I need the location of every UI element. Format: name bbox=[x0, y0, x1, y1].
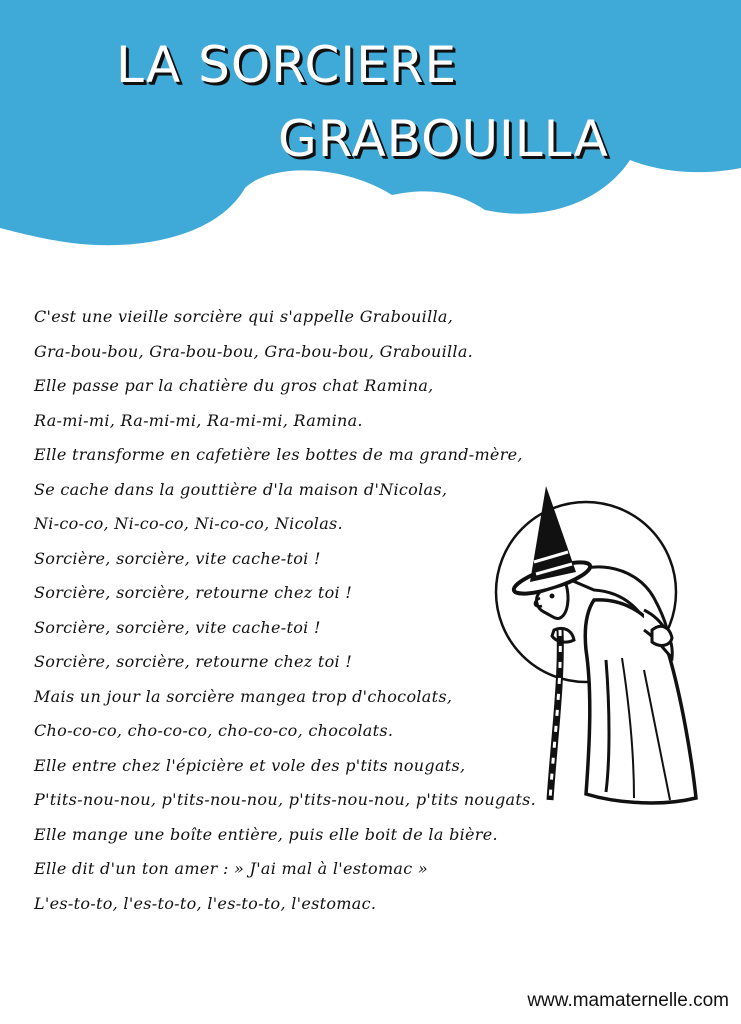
poem-line: Ni-co-co, Ni-co-co, Ni-co-co, Nicolas. bbox=[34, 514, 343, 533]
hat-cone bbox=[530, 486, 576, 582]
poem-line: Cho-co-co, cho-co-co, cho-co-co, chocolats. bbox=[34, 721, 394, 740]
back-hand bbox=[652, 626, 672, 645]
poem-line: C'est une vieille sorcière qui s'appelle Grabouilla, bbox=[34, 307, 454, 326]
poem-line: Sorcière, sorcière, retourne chez toi ! bbox=[34, 583, 353, 602]
poem-line: Elle entre chez l'épicière et vole des p'tits nougats, bbox=[34, 755, 466, 775]
poem-line: Sorcière, sorcière, retourne chez toi ! bbox=[34, 652, 353, 671]
witch-illustration bbox=[494, 480, 704, 820]
eye bbox=[550, 594, 555, 599]
title-line-2: GRABOUILLA bbox=[278, 110, 609, 168]
poem-line: Elle transforme en cafetière les bottes de ma grand-mère, bbox=[34, 445, 523, 464]
poem-line: Sorcière, sorcière, vite cache-toi ! bbox=[34, 617, 321, 637]
poem-line: Sorcière, sorcière, vite cache-toi ! bbox=[34, 548, 321, 568]
title-line-1: LA SORCIERE bbox=[116, 36, 458, 94]
poem-line: L'es-to-to, l'es-to-to, l'es-to-to, l'estomac. bbox=[34, 893, 377, 913]
website-url: www.mamaternelle.com bbox=[527, 990, 729, 1011]
poem-line: Se cache dans la gouttière d'la maison d'Nicolas, bbox=[34, 479, 448, 499]
cloak bbox=[585, 600, 696, 803]
poem-line: Mais un jour la sorcière mangea trop d'chocolats, bbox=[34, 686, 453, 706]
poem-line: Elle mange une boîte entière, puis elle boit de la bière. bbox=[34, 824, 498, 844]
poem-line: Elle passe par la chatière du gros chat Ramina, bbox=[34, 376, 434, 395]
poem-line: P'tits-nou-nou, p'tits-nou-nou, p'tits-nou-nou, p'tits nougats. bbox=[34, 790, 536, 809]
poem-line: Ra-mi-mi, Ra-mi-mi, Ra-mi-mi, Ramina. bbox=[34, 410, 363, 430]
poem-line: Gra-bou-bou, Gra-bou-bou, Gra-bou-bou, Grabouilla. bbox=[34, 341, 474, 361]
poem-line: Elle dit d'un ton amer : » J'ai mal à l'estomac » bbox=[34, 859, 428, 878]
